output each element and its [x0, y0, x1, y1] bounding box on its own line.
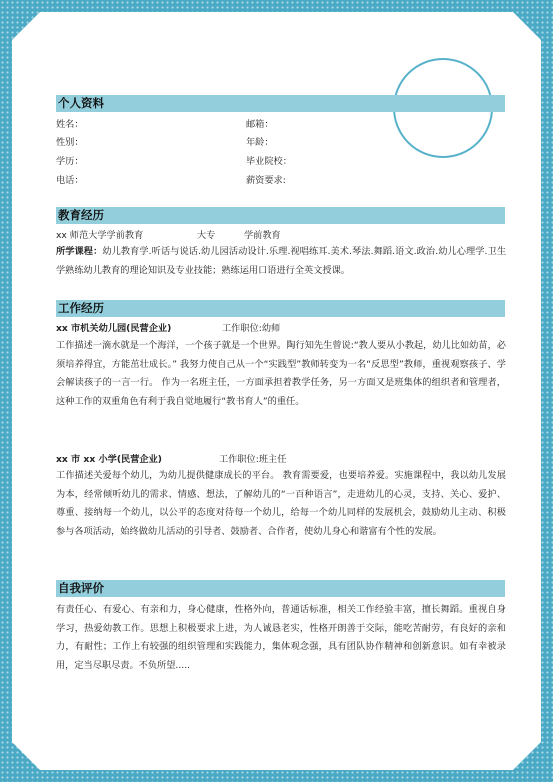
- self-evaluation: 有责任心、有爱心、有亲和力，身心健康，性格外向，普通话标准，相关工作经验丰富，擅长舞蹈。重视自身学习，热爱幼教工作。思想上积极要求上进，为人诚恳老实，性格开朗善于交际，能吃苦耐劳，有良好的亲和力，有耐性；工作上有较强的组织管理和实践能力，集体观念强，具有团队协作精神和创新意识。如有幸被录用，定当尽职尽责。不负所望.....: [56, 604, 506, 671]
- edu-major: 学前教育: [244, 230, 281, 241]
- email-label: 邮箱：: [246, 119, 274, 130]
- edu-school: xx 师范大学学前教育: [56, 230, 144, 241]
- name-label: 姓名：: [56, 119, 84, 130]
- section-title-personal: 个人资料: [56, 95, 505, 112]
- section-title-work: 工作经历: [56, 300, 505, 317]
- courses-label: 所学课程：: [56, 246, 103, 257]
- phone-label: 电话：: [56, 175, 84, 186]
- section-title-education: 教育经历: [56, 207, 505, 224]
- edu-courses: [56, 243, 506, 280]
- job2-description: 工作描述关爱每个幼儿，为幼儿提供健康成长的平台。 教育需要爱，也要培养爱。实施课程中，我以幼儿发展为本，经常倾听幼儿的需求、情感、想法，了解幼儿的“一百种语言”，走进幼儿的心灵，支持、关心、爱护、尊重、接纳每一个幼儿，以公平的态度对待每一个幼儿，给每一个幼儿同样的发展机会，鼓励幼儿主动、积极参与各项活动，始终做幼儿活动的引导者、鼓励者、合作者，使幼儿身心和谐富有个性的发展。: [56, 470, 506, 537]
- gender-label: 性别：: [56, 137, 84, 148]
- job2-position: 工作职位:班主任: [219, 454, 287, 465]
- job2-org: xx 市 xx 小学(民营企业): [56, 454, 163, 465]
- school-label: 毕业院校：: [246, 156, 292, 167]
- edu-level: 大专: [197, 230, 216, 241]
- section-title-self: 自我评价: [56, 580, 505, 597]
- salary-label: 薪资要求:: [246, 175, 286, 186]
- job1-description: 工作描述一滴水就是一个海洋，一个孩子就是一个世界。陶行知先生曾说:“教人要从小教起，幼儿比如幼苗，必须培养得宜，方能茁壮成长。” 我努力使自己从一个“实践型”教师转变为一名“反思型”教师，重视观察孩子、学会解读孩子的一言一行。 作为一名班主任，一方面承担着教学任务，另一方面又是班集体的组织者和管理者，这种工作的双重角色有利于我自觉地履行“教书育人”的重任。: [56, 340, 506, 407]
- courses-text: 幼儿教育学.听话与说话.幼儿园活动设计.乐理.视唱练耳.美术.琴法.舞蹈.语文.政治.幼儿心理学.卫生学熟练幼儿教育的理论知识及专业技能；熟练运用口语进行全英文授课。: [56, 246, 507, 276]
- degree-label: 学历：: [56, 156, 84, 167]
- job1-org: xx 市机关幼儿园(民营企业): [56, 323, 172, 334]
- age-label: 年龄：: [246, 137, 274, 148]
- job1-position: 工作职位:幼师: [222, 323, 281, 334]
